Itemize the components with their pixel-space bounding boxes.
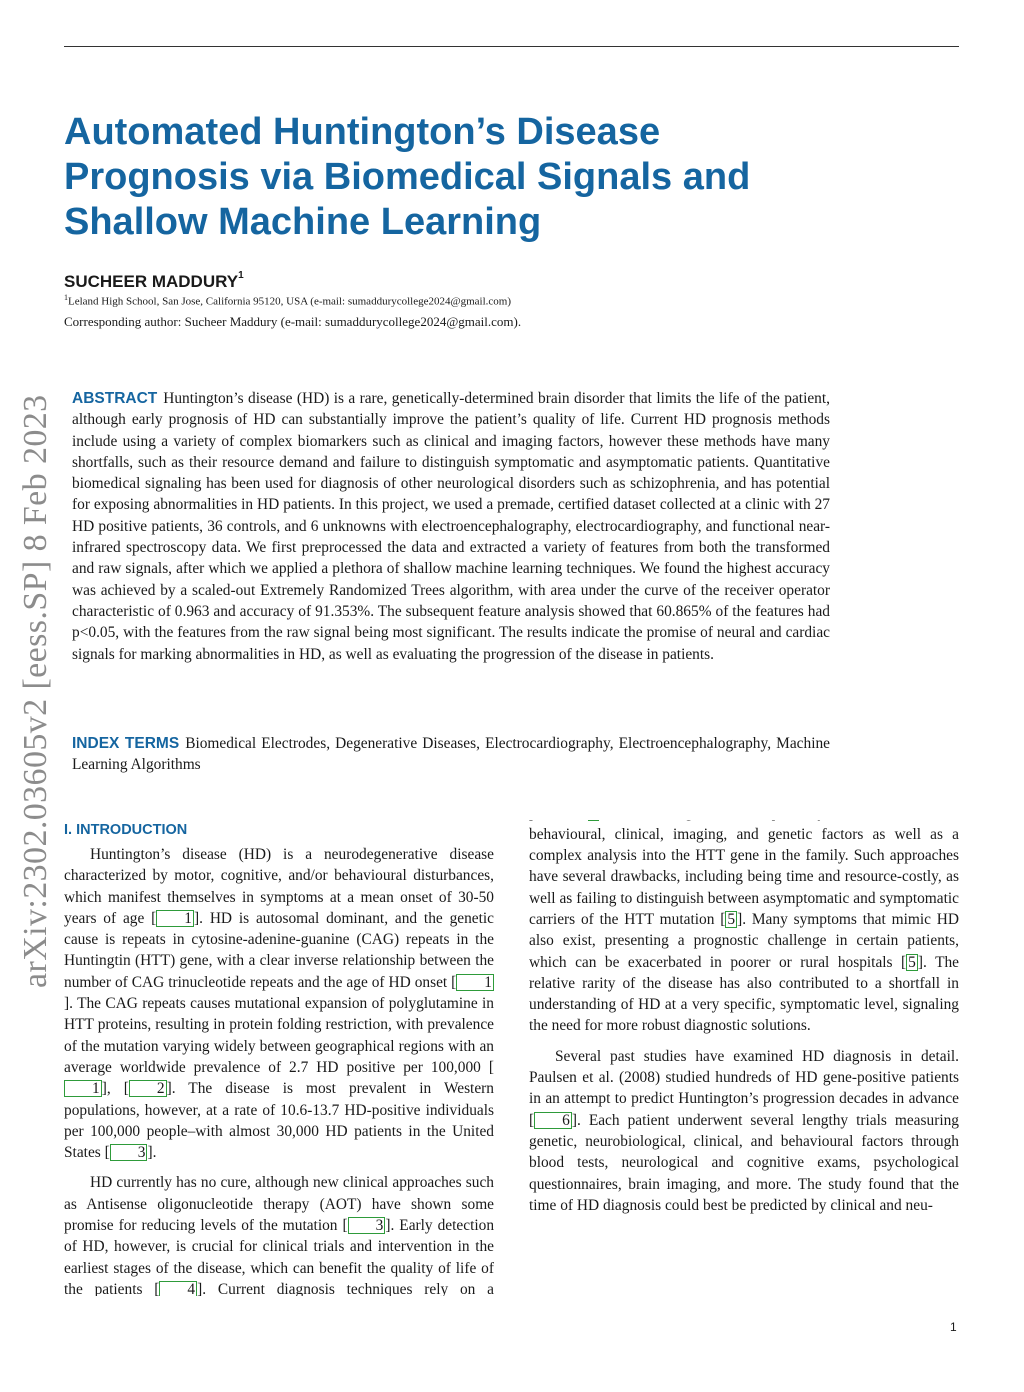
citation-link[interactable]	[588, 820, 600, 821]
text-run: . HD is autosomal dominant, and the genetic cause is repeats in cytosine-adenine-guanine (CAG) repeats in the Huntingtin (HTT) gene, with a clear inverse relationship between the number of CAG trinucleotide repeats and the age of HD onset	[64, 909, 494, 991]
text-run: Several past studies have examined HD diagnosis in detail. Paulsen et al. (2008) studied hundreds of HD gene-positive patients in an attempt to predict Huntington’s progression decades in advance	[529, 1047, 959, 1108]
citation-link[interactable]: 5	[908, 953, 916, 971]
citation-link[interactable]: 3	[110, 1144, 148, 1161]
author-superscript: 1	[238, 270, 244, 282]
text-run: . The disease is most prevalent in Western populations, however, at a rate of 10.6-13.7 HD-positive individuals per 100,000 people–with almost 30,000 HD patients in the United States	[64, 1080, 494, 1162]
abstract-text: Huntington’s disease (HD) is a rare, genetically-determined brain disorder that limits the life of the patient, although early prognosis of HD can substantially improve the patient’s quality of life. Current HD prognosis methods include using a variety of complex biomarkers such as clinical and imaging factors, however these methods have many shortfalls, such as their resource demand and failure to distinguish symptomatic and asymptomatic patients. Quantitative biomedical signaling has been used for diagnosis of other neurological disorders such as schizophrenia, and has potential for exposing abnormalities in HD patients. In this project, we used a premade, certified dataset collected at a clinic with 27 HD positive patients, 36 controls, and 6 unknowns with electroencephalography, electrocardiography, and functional near-infrared spectroscopy data. We first preprocessed the data and extracted a variety of features from both the transformed and raw signals, after which we applied a plethora of shallow machine learning techniques. We found the highest accuracy was achieved by a scaled-out Extremely Randomized Trees algorithm, with area under the curve of the receiver operator characteristic of 0.963 and accuracy of 91.353%. The subsequent feature analysis showed that 60.865% of the features had p<0.05, with the features from the raw signal being most significant. The results indicate the promise of neural and cardiac signals for marking abnormalities in HD, as well as evaluating the progression of the disease in patients.	[72, 390, 830, 663]
page-number: 1	[950, 1320, 957, 1334]
intro-paragraph-2: HD currently has no cure, although new clinical approaches such as Antisense oligonucleotide therapy (AOT) have shown some promise for reducing levels of the mutation [ 3 ]. Early detection of HD, however, is crucial for clinical trials and intervention in the earliest stages of the disease, which can benefit the quality of life of the patients [ 4 ]. Current diagnosis techniques rely on a	[64, 1172, 494, 1296]
citation-link[interactable]: 4	[159, 1281, 197, 1296]
text-run: . Each patient underwent several lengthy trials measuring genetic, neurobiological, clinical, and behavioural factors through blood tests, neurological and cognitive exams, psychological questionnaires, brain imaging, and more. The study found that the time of HD diagnosis could best be predicted by clinical and neu-	[529, 1111, 959, 1214]
intro-paragraph-1: Huntington’s disease (HD) is a neurodegenerative disease characterized by motor, cognitive, and/or behavioural disturbances, which manifest themselves in symptoms at a mean onset of 30-50 years of age [ 1 ]. HD is autosomal dominant, and the genetic cause is repeats in cytosine-adenine-guanine (CAG) repeats in the Huntingtin (HTT) gene, with a clear inverse relationship between the number of CAG trinucleotide repeats and the age of HD onset [ 1]. The CAG repeats causes mutational expansion of polyglutamine in HTT proteins, resulting in protein folding restriction, with prevalence of the mutation varying widely between geographical regions with an average worldwide prevalence of 2.7 HD positive per 100,000 [1 ], [ 2 ]. The disease is most prevalent in Western populations, however, at a rate of 10.6-13.7 HD-positive individuals per 100,000 people–with almost 30,000 HD patients in the United States [ 3 ].	[64, 846, 494, 1162]
affiliation-superscript: 1	[64, 293, 68, 302]
top-rule	[64, 46, 959, 47]
text-run: .	[152, 1144, 157, 1162]
citation-link[interactable]: 5	[727, 910, 736, 928]
text-run: HD currently has no cure, although new clinical approaches such as Antisense oligonucleotide therapy (AOT) have shown some promise for reducing levels of the mutation	[64, 1174, 494, 1235]
index-terms	[72, 733, 830, 776]
text-run: ,	[106, 1080, 124, 1098]
corresponding-author: Corresponding author: Sucheer Maddury (e-mail: sumaddurycollege2024@gmail.com).	[64, 314, 522, 329]
author-name-text: SUCHEER MADDURY	[64, 272, 239, 291]
affiliation-text: Leland High School, San Jose, California 95120, USA (e-mail: sumaddurycollege2024@gmail.com)	[68, 295, 512, 308]
text-run: . The relative rarity of the disease has also contributed to a shortfall in understanding of HD at a very specific, symptomatic level, signaling the need for more robust diagnostic solutions.	[529, 953, 959, 1035]
left-column	[64, 820, 494, 1296]
title-line: Prognosis via Biomedical Signals and	[64, 156, 751, 198]
text-run: . Many symptoms that mimic HD also exist, presenting a prognostic challenge in certain patients, which can be exacerbated in poorer or rural hospitals	[529, 910, 959, 971]
text-run: Huntington’s disease (HD) is a neurodegenerative disease characterized by motor, cognitive, and/or behavioural disturbances, which manifest themselves in symptoms at a mean onset of 30-50 years of age	[64, 846, 494, 927]
citation-link[interactable]: 1	[456, 974, 494, 991]
text-run: . The CAG repeats causes mutational expansion of polyglutamine in HTT proteins, resulting in protein folding restriction, with prevalence of the mutation varying widely between geographical regions with an average worldwide prevalence of 2.7 HD positive per 100,000	[64, 995, 494, 1076]
arxiv-stamp: arXiv:2302.03605v2 [eess.SP] 8 Feb 2023	[17, 394, 54, 988]
right-column	[529, 820, 959, 1300]
title-line: Shallow Machine Learning	[64, 201, 542, 243]
index-terms-label: INDEX TERMS	[72, 735, 180, 752]
text-run: behavioural, clinical, imaging, and genetic factors as well as a complex analysis into the HTT gene in the family. Such approaches have several drawbacks, including being time and resource-costly, as well as failing to distinguish between asymptomatic and symptomatic carriers of the HTT mutation	[529, 825, 959, 928]
citation-link[interactable]: 3	[348, 1217, 386, 1234]
citation-link[interactable]: 1	[64, 1080, 102, 1097]
citation-link[interactable]: 2	[129, 1080, 167, 1097]
paper-title	[64, 110, 924, 245]
section-heading-introduction: I. INTRODUCTION	[64, 822, 188, 838]
intro-paragraph-2-continued: behavioural, clinical, imaging, and genetic factors as well as a complex analysis into the HTT gene in the family. Such approaches have several drawbacks, including being time and resource-costly, as well as failing to distinguish between asymptomatic and symptomatic carriers of the HTT mutation [ 5 ]. Many symptoms that mimic HD also exist, presenting a prognostic challenge in certain patients, which can be exacerbated in poorer or rural hospitals [ 5 ]. The relative rarity of the disease has also contributed to a shortfall in understanding of HD at a very specific, symptomatic level, signaling the need for more robust diagnostic solutions.	[529, 820, 959, 1037]
abstract	[72, 388, 830, 665]
title-line: Automated Huntington’s Disease	[64, 111, 661, 153]
text-run: . Early detection of HD, however, is crucial for clinical trials and intervention in the earliest stages of the disease, which can benefit the quality of life of the patients	[64, 1217, 494, 1296]
author-affiliation	[64, 293, 511, 308]
intro-paragraph-3: Several past studies have examined HD diagnosis in detail. Paulsen et al. (2008) studied hundreds of HD gene-positive patients in an attempt to predict Huntington’s progression decades in advance [ 6 ]. Each patient underwent several lengthy trials measuring genetic, neurobiological, clinical, and behavioural factors through blood tests, neurological and cognitive exams, psychological questionnaires, brain imaging, and more. The study found that the time of HD diagnosis could best be predicted by clinical and neu-	[529, 1047, 959, 1214]
citation-link[interactable]: 1	[156, 910, 194, 927]
index-terms-text: Biomedical Electrodes, Degenerative Diseases, Electrocardiography, Electroencephalography, Machine Learning Algorithms	[72, 735, 830, 774]
text-run: . Current diagnosis techniques rely on a	[202, 1280, 494, 1296]
citation-link[interactable]: 6	[534, 1112, 572, 1129]
author-name	[64, 272, 244, 292]
abstract-label: ABSTRACT	[72, 390, 158, 407]
